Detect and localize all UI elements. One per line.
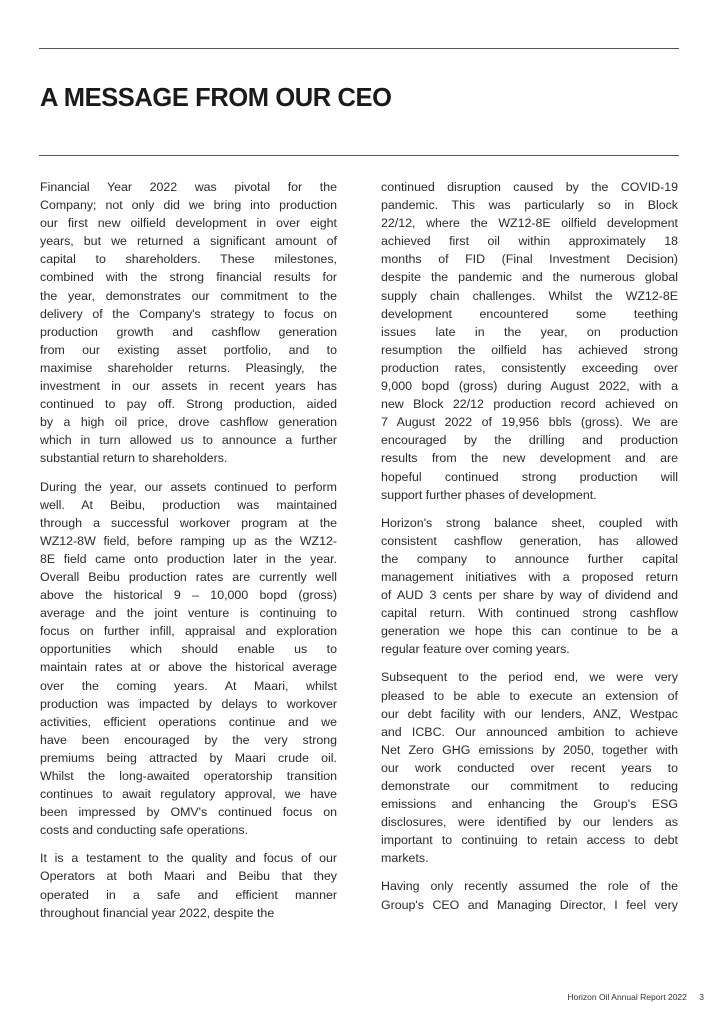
text-line: combined with the strong financial results for	[40, 270, 337, 285]
text-line: 22/12, where the WZ12-8E oilfield development	[381, 216, 678, 231]
paragraph	[381, 514, 678, 659]
text-line: regular feature over coming years.	[381, 642, 570, 657]
paragraph	[381, 178, 678, 504]
text-line: achieved first oil within approximately 18	[381, 234, 678, 249]
text-line: premiums being attracted by Maari crude oil.	[40, 750, 337, 765]
text-line: capital to shareholders. These milestones,	[40, 252, 337, 267]
text-line: pandemic. This was particularly so in Block	[381, 198, 678, 213]
text-line: years, but we returned a significant amount of	[40, 234, 337, 249]
text-line: 8E field came onto production later in the year.	[40, 551, 337, 566]
text-line: 9,000 bopd (gross) during August 2022, with a	[381, 379, 678, 394]
left-column	[40, 178, 337, 932]
text-line: results from the new development and are	[381, 451, 678, 466]
text-line: our first new oilfield development in over eight	[40, 216, 337, 231]
text-line: well. At Beibu, production was maintained	[40, 497, 337, 512]
text-line: generation we hope this can continue to be a	[381, 624, 678, 639]
text-line: which in turn allowed us to announce a further	[40, 433, 337, 448]
paragraph	[40, 478, 337, 840]
text-line: 7 August 2022 of 19,956 bbls (gross). We are	[381, 415, 678, 430]
text-line: Having only recently assumed the role of the	[381, 879, 678, 894]
text-line: above the historical 9 – 10,000 bopd (gross)	[40, 588, 337, 603]
text-line: development encountered some teething	[381, 306, 678, 321]
text-line: production rates, consistently exceeding over	[381, 360, 678, 375]
text-line: resumption the oilfield has achieved strong	[381, 342, 678, 357]
text-line: substantial return to shareholders.	[40, 451, 228, 466]
text-line: delivery of the Company's strategy to focus on	[40, 306, 337, 321]
text-line: capital return. With continued strong cashflow	[381, 606, 678, 621]
paragraph	[381, 877, 678, 913]
page-number: 3	[699, 992, 704, 1002]
text-line: encouraged by the drilling and production	[381, 433, 678, 448]
text-line: Net Zero GHG emissions by 2050, together with	[381, 742, 678, 757]
text-line: markets.	[381, 851, 429, 866]
text-line: operated in a safe and efficient manner	[40, 887, 337, 902]
text-line: Operators at both Maari and Beibu that they	[40, 869, 337, 884]
paragraph	[381, 668, 678, 867]
text-line: opportunities which should enable us to	[40, 642, 337, 657]
text-line: pleased to be able to execute an extension of	[381, 688, 678, 703]
text-line: months of FID (Final Investment Decision)	[381, 252, 678, 267]
text-line: production was impacted by delays to workover	[40, 696, 337, 711]
text-line: and ICBC. Our announced ambition to achieve	[381, 724, 678, 739]
text-line: issues late in the year, on production	[381, 324, 678, 339]
text-line: average and the joint venture is continuing to	[40, 606, 337, 621]
paragraph	[40, 178, 337, 468]
text-line: by a high oil price, drove cashflow generation	[40, 415, 337, 430]
text-line: have been encouraged by the very strong	[40, 732, 337, 747]
text-line: the year, demonstrates our commitment to the	[40, 288, 337, 303]
paragraph	[40, 849, 337, 921]
text-line: support further phases of development.	[381, 487, 597, 502]
text-line: investment in our assets in recent years has	[40, 379, 337, 394]
text-line: over the coming years. At Maari, whilst	[40, 678, 337, 693]
text-line: management initiatives with a proposed return	[381, 569, 678, 584]
text-line: of AUD 3 cents per share by way of dividend and	[381, 588, 678, 603]
text-line: WZ12-8W field, before ramping up as the WZ12-	[40, 533, 337, 548]
text-line: maximise shareholder returns. Pleasingly, the	[40, 360, 337, 375]
text-line: disclosures, were identified by our lenders as	[381, 815, 678, 830]
text-line: focus on further infill, appraisal and exploration	[40, 624, 337, 639]
page-footer	[557, 992, 704, 1002]
text-line: despite the pandemic and the numerous global	[381, 270, 678, 285]
text-line: supply chain challenges. Whilst the WZ12-8E	[381, 288, 678, 303]
text-line: emissions and enhancing the Group's ESG	[381, 797, 678, 812]
text-line: Whilst the long-awaited operatorship transition	[40, 769, 337, 783]
text-line: During the year, our assets continued to perform	[40, 479, 337, 494]
text-line: our debt facility with our lenders, ANZ, Westpac	[381, 706, 678, 721]
text-line: new Block 22/12 production record achieved on	[381, 397, 678, 412]
text-line: Subsequent to the period end, we were very	[381, 670, 678, 685]
title-divider	[39, 155, 679, 156]
text-line: costs and conducting safe operations.	[40, 823, 249, 838]
text-line: demonstrate our commitment to reducing	[381, 779, 678, 793]
text-line: Group's CEO and Managing Director, I feel very	[381, 897, 678, 912]
text-line: through a successful workover program at the	[40, 515, 337, 530]
text-line: production growth and cashflow generation	[40, 324, 337, 339]
text-line: It is a testament to the quality and focus of our	[40, 851, 337, 866]
text-line: continues to await regulatory approval, we have	[40, 787, 337, 802]
footer-report-title: Horizon Oil Annual Report 2022	[567, 992, 687, 1002]
page-title: A MESSAGE FROM OUR CEO	[40, 84, 392, 112]
text-line: continued disruption caused by the COVID-19	[381, 180, 678, 194]
text-line: maintain rates at or above the historical average	[40, 660, 337, 675]
text-line: continued to pay off. Strong production, aided	[40, 397, 337, 412]
text-line: Overall Beibu production rates are currently well	[40, 569, 337, 584]
text-line: hopeful continued strong production will	[381, 469, 678, 484]
text-line: activities, efficient operations continue and we	[40, 714, 337, 729]
top-divider	[39, 48, 679, 49]
right-column	[381, 178, 678, 924]
text-line: throughout financial year 2022, despite the	[40, 905, 275, 920]
text-line: Financial Year 2022 was pivotal for the	[40, 180, 337, 194]
text-line: from our existing asset portfolio, and to	[40, 342, 337, 357]
text-line: the company to announce further capital	[381, 551, 678, 566]
text-line: important to continuing to retain access to debt	[381, 833, 678, 848]
text-line: our work conducted over recent years to	[381, 760, 678, 775]
text-line: Horizon's strong balance sheet, coupled with	[381, 515, 678, 530]
text-line: consistent cashflow generation, has allowed	[381, 533, 678, 548]
text-line: Company; not only did we bring into production	[40, 198, 337, 213]
text-line: been impressed by OMV's continued focus on	[40, 805, 337, 820]
